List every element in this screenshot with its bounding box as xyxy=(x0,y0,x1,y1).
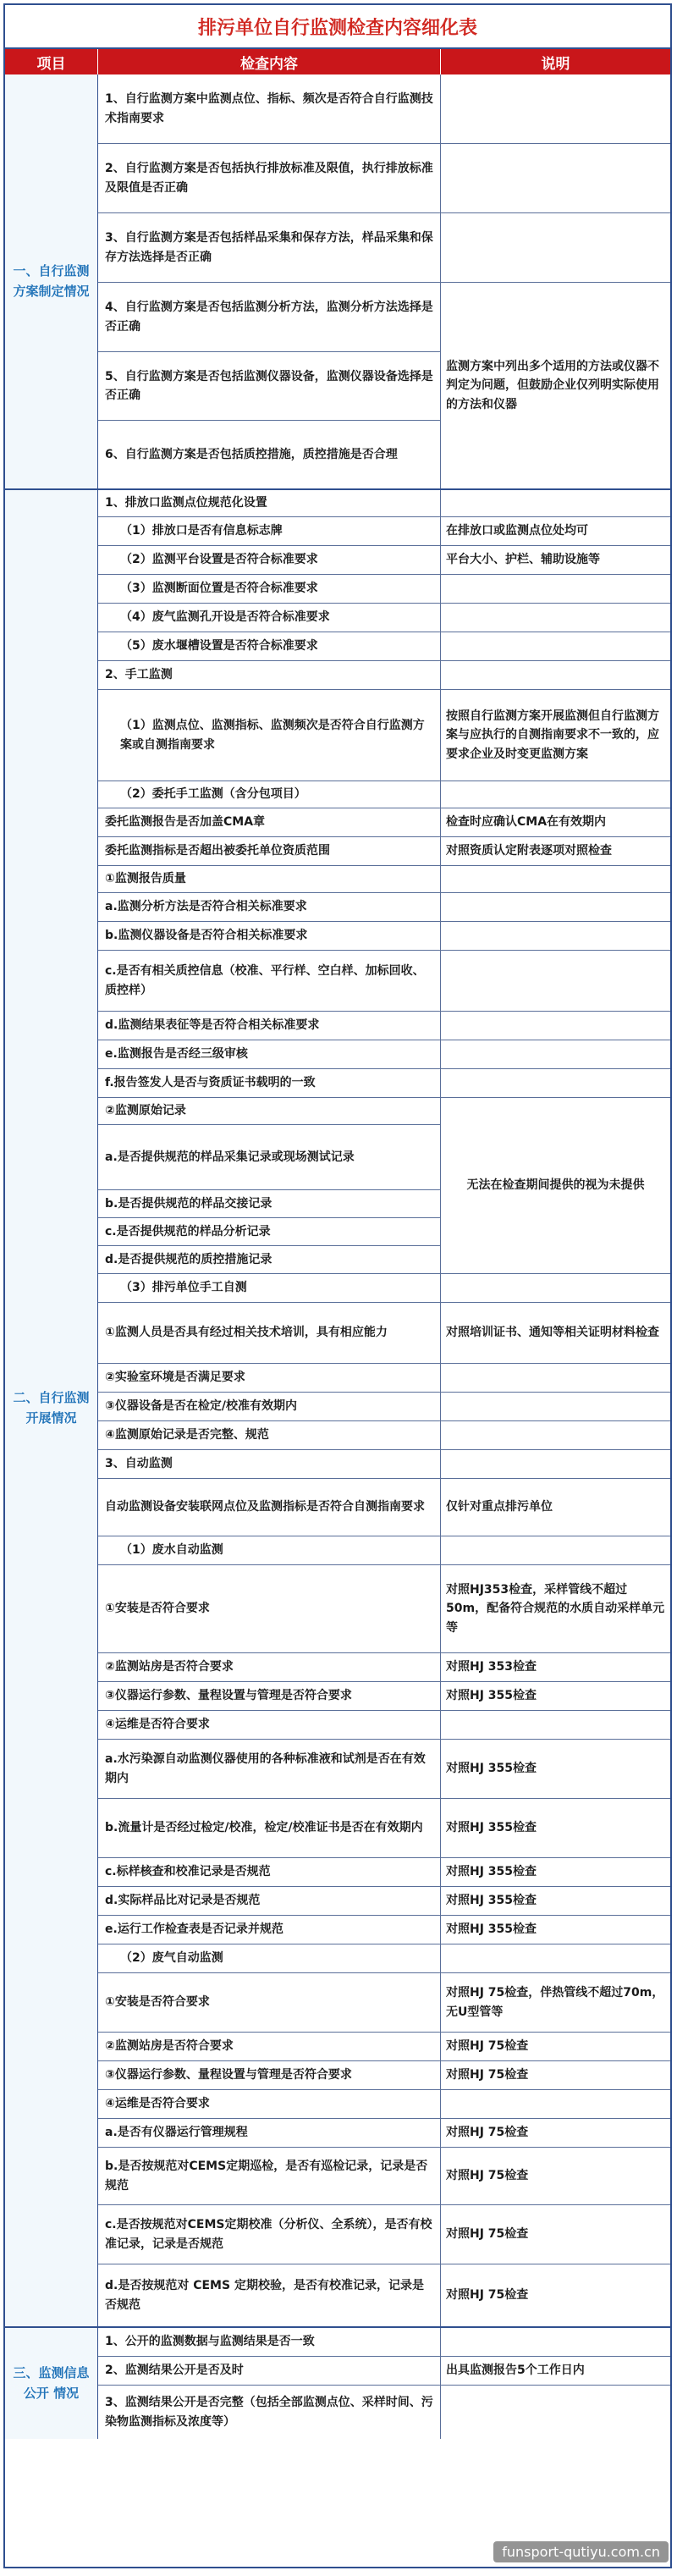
check-note: 对照HJ 75检查 xyxy=(441,2264,670,2326)
check-item: 1、公开的监测数据与监测结果是否一致 xyxy=(98,2328,441,2356)
check-item: ②监测站房是否符合要求 xyxy=(98,2033,441,2060)
table-row xyxy=(98,212,670,282)
check-item: （1）废水自动监测 xyxy=(98,1536,441,1564)
header-content: 检查内容 xyxy=(98,49,441,74)
check-item: e.监测报告是否经三级审核 xyxy=(98,1040,441,1068)
check-item: a.监测分析方法是否符合相关标准要求 xyxy=(98,893,441,921)
table-row xyxy=(98,1273,670,1302)
check-note: 对照HJ 75检查 xyxy=(441,2119,670,2147)
check-item: （2）委托手工监测（含分包项目） xyxy=(98,781,441,808)
check-note xyxy=(441,1393,670,1420)
check-item: 3、监测结果公开是否完整（包括全部监测点位、采样时间、污染物监测指标及浓度等） xyxy=(98,2386,441,2439)
table-row xyxy=(98,1536,670,1564)
check-item: ②实验室环境是否满足要求 xyxy=(98,1364,441,1392)
check-item: ①安装是否符合要求 xyxy=(98,1973,441,2032)
check-note xyxy=(441,1040,670,1068)
check-note xyxy=(441,1274,670,1302)
table-row xyxy=(98,1011,670,1040)
check-note xyxy=(441,1711,670,1739)
check-item: （1）监测点位、监测指标、监测频次是否符合自行监测方案或自测指南要求 xyxy=(98,690,441,781)
header-project: 项目 xyxy=(5,49,98,74)
check-note: 对照HJ 75检查 xyxy=(441,2205,670,2264)
table-row xyxy=(98,921,670,950)
check-note xyxy=(441,604,670,632)
check-note: 对照HJ 355检查 xyxy=(441,1682,670,1710)
section-disclosure xyxy=(5,2326,670,2439)
check-item: （4）废气监测孔开设是否符合标准要求 xyxy=(98,604,441,632)
table-row xyxy=(98,1068,670,1097)
check-note: 对照培训证书、通知等相关证明材料检查 xyxy=(441,1303,670,1363)
check-note xyxy=(441,575,670,603)
table-row xyxy=(98,545,670,574)
table-row xyxy=(98,2032,670,2060)
table-row xyxy=(98,143,670,212)
check-note: 对照HJ 75检查 xyxy=(441,2033,670,2060)
check-item: 2、手工监测 xyxy=(98,661,441,689)
table-row xyxy=(98,1449,670,1478)
table-row xyxy=(98,1392,670,1420)
check-item: f.报告签发人是否与资质证书载明的一致 xyxy=(98,1069,441,1097)
check-item: ④运维是否符合要求 xyxy=(98,2090,441,2118)
table-row xyxy=(98,660,670,689)
table-body xyxy=(5,74,670,2567)
check-note: 对照资质认定附表逐项对照检查 xyxy=(441,837,670,865)
check-item: 4、自行监测方案是否包括监测分析方法，监测分析方法选择是否正确 xyxy=(105,301,433,334)
table-row xyxy=(98,1564,670,1652)
check-note: 无法在检查期间提供的视为未提供 xyxy=(441,1098,670,1273)
check-item: （2）监测平台设置是否符合标准要求 xyxy=(98,546,441,574)
check-item: 2、监测结果公开是否及时 xyxy=(98,2357,441,2385)
table-row xyxy=(98,2060,670,2089)
check-note xyxy=(441,866,670,892)
table-row xyxy=(98,892,670,921)
check-item: 3、自行监测方案是否包括样品采集和保存方法，样品采集和保存方法选择是否正确 xyxy=(98,213,441,282)
table-row xyxy=(98,74,670,143)
check-item: ③仪器运行参数、量程设置与管理是否符合要求 xyxy=(98,2061,441,2089)
check-note: 出具监测报告5个工作日内 xyxy=(441,2357,670,2385)
check-note xyxy=(441,893,670,921)
check-note: 对照HJ 75检查，伴热管线不超过70m，无U型管等 xyxy=(441,1973,670,2032)
check-note xyxy=(441,2090,670,2118)
check-item: c.是否提供规范的样品分析记录 xyxy=(98,1217,440,1245)
merged-row-group xyxy=(98,1097,670,1273)
table-row xyxy=(98,1652,670,1681)
table-row xyxy=(98,808,670,836)
check-note xyxy=(441,951,670,1011)
header-note: 说明 xyxy=(541,55,570,73)
table-row xyxy=(98,1944,670,1972)
check-note: 对照HJ 353检查 xyxy=(441,1653,670,1681)
table-row xyxy=(98,689,670,781)
check-item: a.是否提供规范的样品采集记录或现场测试记录 xyxy=(98,1124,440,1189)
table-row xyxy=(98,2385,670,2439)
table-row xyxy=(98,781,670,808)
check-item: （1）排放口是否有信息标志牌 xyxy=(98,517,441,545)
check-item: 委托监测报告是否加盖CMA章 xyxy=(98,808,441,836)
section-label: 一、自行监测方案制定情况 xyxy=(5,74,98,488)
check-item: e.运行工作检查表是否记录并规范 xyxy=(98,1916,441,1944)
check-item: c.是否按规范对CEMS定期校准（分析仪、全系统），是否有校准记录，记录是否规范 xyxy=(98,2205,441,2264)
table-row xyxy=(98,1420,670,1449)
check-item: d.监测结果表征等是否符合相关标准要求 xyxy=(98,1012,441,1040)
table-row xyxy=(98,2204,670,2264)
check-note xyxy=(441,922,670,950)
check-item: （5）废水堰槽设置是否符合标准要求 xyxy=(98,632,441,660)
check-item: ②监测原始记录 xyxy=(105,1104,186,1118)
check-note: 监测方案中列出多个适用的方法或仪器不判定为问题，但鼓励企业仅列明实际使用的方法和仪器 xyxy=(441,283,670,488)
table-row xyxy=(98,632,670,660)
check-note xyxy=(441,781,670,808)
check-note xyxy=(441,2386,670,2439)
table-row xyxy=(98,2147,670,2204)
check-item: b.监测仪器设备是否符合相关标准要求 xyxy=(98,922,441,950)
check-note: 对照HJ 355检查 xyxy=(441,1858,670,1886)
section-label: 三、监测信息公开 情况 xyxy=(5,2328,98,2439)
table-row xyxy=(98,1681,670,1710)
table-row xyxy=(98,603,670,632)
check-note: 按照自行监测方案开展监测但自行监测方案与应执行的自测指南要求不一致的，应要求企业及时变更监测方案 xyxy=(441,690,670,781)
section-plan xyxy=(5,74,670,488)
table-row xyxy=(98,2328,670,2356)
table-row xyxy=(98,1857,670,1886)
check-item: c.标样核查和校准记录是否规范 xyxy=(98,1858,441,1886)
check-note xyxy=(441,1536,670,1564)
check-note xyxy=(441,1421,670,1449)
table-row xyxy=(98,1478,670,1536)
check-item: 6、自行监测方案是否包括质控措施，质控措施是否合理 xyxy=(98,420,440,488)
check-note xyxy=(441,213,670,282)
check-item: ①监测人员是否具有经过相关技术培训，具有相应能力 xyxy=(98,1303,441,1363)
check-note: 对照HJ 355检查 xyxy=(441,1799,670,1857)
check-note: 对照HJ 355检查 xyxy=(441,1916,670,1944)
check-item: b.流量计是否经过检定/校准，检定/校准证书是否在有效期内 xyxy=(98,1799,441,1857)
check-note: 仅针对重点排污单位 xyxy=(441,1479,670,1536)
check-item: 1、自行监测方案中监测点位、指标、频次是否符合自行监测技术指南要求 xyxy=(98,74,441,143)
table-row xyxy=(98,1886,670,1915)
table-title: 排污单位自行监测检查内容细化表 xyxy=(5,5,670,49)
table-row xyxy=(98,865,670,892)
table-row xyxy=(98,1040,670,1068)
check-note xyxy=(441,1364,670,1392)
check-note: 对照HJ 355检查 xyxy=(441,1740,670,1798)
section-execution xyxy=(5,488,670,2326)
check-item: 委托监测指标是否超出被委托单位资质范围 xyxy=(98,837,441,865)
table-row xyxy=(98,1302,670,1363)
check-item: d.是否提供规范的质控措施记录 xyxy=(98,1245,440,1273)
table-row xyxy=(98,516,670,545)
check-item: ④监测原始记录是否完整、规范 xyxy=(98,1421,441,1449)
check-item: 3、自动监测 xyxy=(98,1450,441,1478)
check-item: 1、排放口监测点位规范化设置 xyxy=(98,490,441,516)
check-note xyxy=(441,1012,670,1040)
table-row xyxy=(98,1972,670,2032)
check-note xyxy=(441,632,670,660)
table-header xyxy=(5,49,670,74)
check-item: （3）排污单位手工自测 xyxy=(98,1274,441,1302)
check-note: 对照HJ 75检查 xyxy=(441,2148,670,2204)
table-row xyxy=(98,2264,670,2326)
check-item: 5、自行监测方案是否包括监测仪器设备，监测仪器设备选择是否正确 xyxy=(98,351,440,420)
merged-row-group xyxy=(98,282,670,488)
check-note xyxy=(441,74,670,143)
table-row xyxy=(98,574,670,603)
table-row xyxy=(98,1739,670,1798)
check-note xyxy=(441,2328,670,2356)
table-row xyxy=(98,836,670,865)
section-label: 二、自行监测开展情况 xyxy=(5,490,98,2326)
check-item: a.是否有仪器运行管理规程 xyxy=(98,2119,441,2147)
check-note xyxy=(441,144,670,212)
check-note xyxy=(441,661,670,689)
check-note xyxy=(441,490,670,516)
check-note: 平台大小、护栏、辅助设施等 xyxy=(441,546,670,574)
check-item: （2）废气自动监测 xyxy=(98,1944,441,1972)
check-note: 对照HJ353检查，采样管线不超过50m，配备符合规范的水质自动采样单元等 xyxy=(441,1565,670,1652)
check-note: 对照HJ 75检查 xyxy=(441,2061,670,2089)
check-item: b.是否提供规范的样品交接记录 xyxy=(98,1189,440,1217)
table-row xyxy=(98,2118,670,2147)
check-note: 对照HJ 355检查 xyxy=(441,1887,670,1915)
table-row xyxy=(98,1915,670,1944)
check-item: （3）监测断面位置是否符合标准要求 xyxy=(98,575,441,603)
check-item: 自动监测设备安装联网点位及监测指标是否符合自测指南要求 xyxy=(98,1479,441,1536)
table-row xyxy=(98,1363,670,1392)
check-item: c.是否有相关质控信息（校准、平行样、空白样、加标回收、质控样） xyxy=(98,951,441,1011)
check-note xyxy=(441,1450,670,1478)
watermark: funsport-qutiyu.com.cn xyxy=(493,2541,669,2562)
check-item: d.实际样品比对记录是否规范 xyxy=(98,1887,441,1915)
check-item: b.是否按规范对CEMS定期巡检，是否有巡检记录，记录是否规范 xyxy=(98,2148,441,2204)
table-row xyxy=(98,1710,670,1739)
table-row xyxy=(98,490,670,516)
table-row xyxy=(98,950,670,1011)
table-row xyxy=(98,1798,670,1857)
check-item: ③仪器运行参数、量程设置与管理是否符合要求 xyxy=(98,1682,441,1710)
check-note xyxy=(441,1069,670,1097)
check-note xyxy=(441,1944,670,1972)
check-item: ④运维是否符合要求 xyxy=(98,1711,441,1739)
check-item: 2、自行监测方案是否包括执行排放标准及限值，执行排放标准及限值是否正确 xyxy=(98,144,441,212)
table-row xyxy=(98,2089,670,2118)
check-note: 在排放口或监测点位处均可 xyxy=(441,517,670,545)
check-item: ①监测报告质量 xyxy=(98,866,441,892)
check-item: a.水污染源自动监测仪器使用的各种标准液和试剂是否在有效期内 xyxy=(98,1740,441,1798)
check-item: d.是否按规范对 CEMS 定期校验，是否有校准记录，记录是否规范 xyxy=(98,2264,441,2326)
table-row xyxy=(98,2356,670,2385)
inspection-table xyxy=(3,3,672,2568)
check-item: ②监测站房是否符合要求 xyxy=(98,1653,441,1681)
check-note: 检查时应确认CMA在有效期内 xyxy=(441,808,670,836)
check-item: ①安装是否符合要求 xyxy=(98,1565,441,1652)
check-item: ③仪器设备是否在检定/校准有效期内 xyxy=(98,1393,441,1420)
